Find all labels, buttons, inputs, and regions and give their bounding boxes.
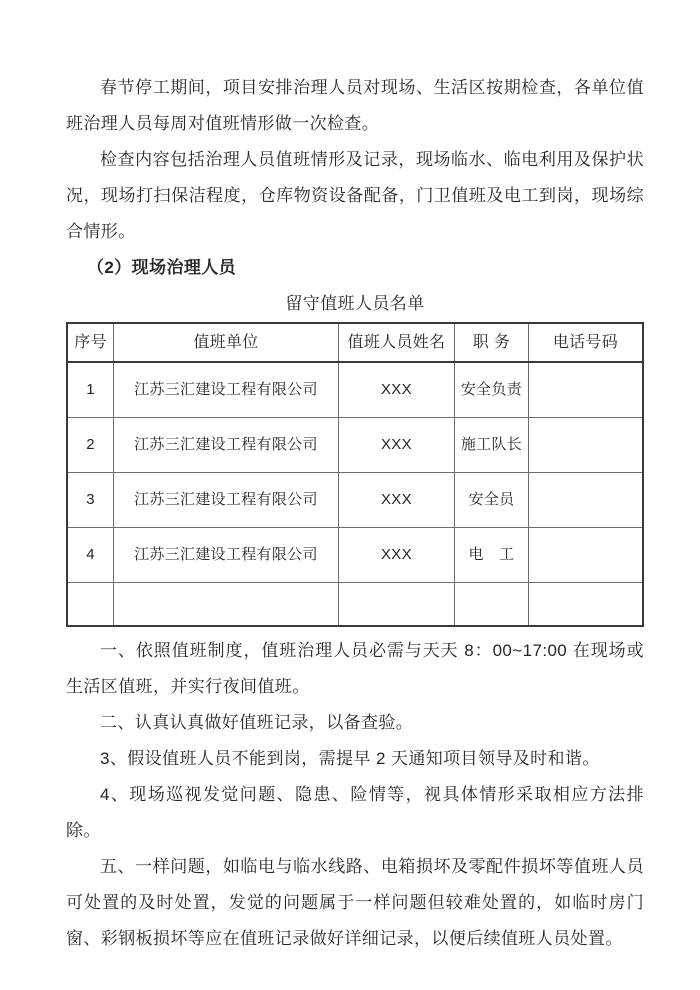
cell-name: XXX — [338, 362, 454, 417]
roster-table-title: 留守值班人员名单 — [285, 294, 425, 313]
cell-no: 2 — [67, 417, 114, 472]
intro-paragraph-2: 检查内容包括治理人员值班情形及记录，现场临水、临电利用及保护状况，现场打扫保洁程度，仓库物资设备配备，门卫值班及电工到岗，现场综合情形。 — [66, 150, 644, 241]
header-cell-phone: 电话号码 — [528, 323, 643, 362]
cell-role: 安全负责 — [455, 362, 529, 417]
cell-name: XXX — [338, 417, 454, 472]
table-header-row — [67, 323, 643, 362]
cell-no: 1 — [67, 362, 114, 417]
cell-role: 电 工 — [455, 527, 529, 582]
table-row — [67, 417, 643, 472]
duty-rule-item-4: 4、现场巡视发觉问题、隐患、险情等，视具体情形采取相应方法排除。 — [66, 785, 644, 840]
cell-unit: 江苏三汇建设工程有限公司 — [114, 417, 339, 472]
cell-role — [455, 582, 529, 626]
table-row — [67, 362, 643, 417]
cell-no — [67, 582, 114, 626]
cell-role: 安全员 — [455, 472, 529, 527]
cell-unit: 江苏三汇建设工程有限公司 — [114, 527, 339, 582]
cell-unit: 江苏三汇建设工程有限公司 — [114, 472, 339, 527]
header-cell-name: 值班人员姓名 — [338, 323, 454, 362]
duty-rule-item-1: 一、依照值班制度，值班治理人员必需与天天 8：00~17:00 在现场或生活区值班，并实行夜间值班。 — [66, 641, 644, 696]
cell-phone — [528, 472, 643, 527]
table-row-empty — [67, 582, 643, 626]
cell-unit: 江苏三汇建设工程有限公司 — [114, 362, 339, 417]
header-cell-unit: 值班单位 — [114, 323, 339, 362]
duty-rules-list — [66, 633, 644, 957]
cell-name — [338, 582, 454, 626]
cell-unit — [114, 582, 339, 626]
duty-rule-item-5: 五、一样问题，如临电与临水线路、电箱损坏及零配件损坏等值班人员可处置的及时处置，发觉的问题属于一样问题但较难处置的，如临时房门窗、彩钢板损坏等应在值班记录做好详细记录，以便后续值班人员处置。 — [66, 857, 644, 948]
duty-rule-item-3: 3、假设值班人员不能到岗，需提早 2 天通知项目领导及时和谐。 — [100, 749, 600, 768]
cell-phone — [528, 527, 643, 582]
cell-phone — [528, 582, 643, 626]
header-cell-no: 序号 — [67, 323, 114, 362]
cell-no: 3 — [67, 472, 114, 527]
cell-name: XXX — [338, 527, 454, 582]
intro-paragraph-1: 春节停工期间，项目安排治理人员对现场、生活区按期检查，各单位值班治理人员每周对值班情形做一次检查。 — [66, 78, 644, 133]
cell-no: 4 — [67, 527, 114, 582]
table-row — [67, 472, 643, 527]
table-row — [67, 527, 643, 582]
cell-phone — [528, 417, 643, 472]
header-cell-role: 职 务 — [455, 323, 529, 362]
section-heading: （2）现场治理人员 — [87, 258, 237, 277]
duty-rule-item-2: 二、认真认真做好值班记录，以备查验。 — [100, 713, 414, 732]
roster-table — [66, 322, 644, 627]
cell-phone — [528, 362, 643, 417]
cell-role: 施工队长 — [455, 417, 529, 472]
cell-name: XXX — [338, 472, 454, 527]
